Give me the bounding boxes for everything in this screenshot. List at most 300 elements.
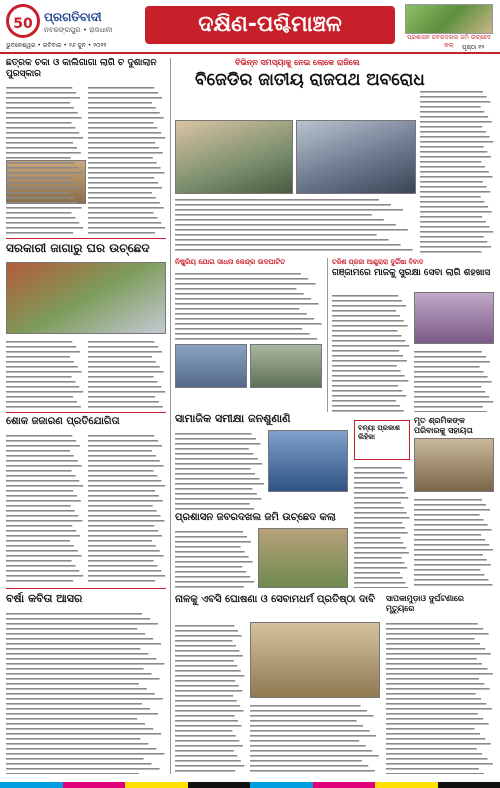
text-line — [414, 396, 489, 398]
text-line — [354, 552, 409, 554]
text-line — [414, 549, 493, 551]
text-line — [88, 475, 157, 477]
bottom-headline: ନାଳକୁ ଏବସି ଘୋଷଣା ଓ ସେବାମଧର୍ମ ପ୍ରତିଷ୍ଠା ଦାବି — [175, 594, 375, 605]
text-line — [386, 768, 479, 770]
text-line — [88, 346, 158, 348]
text-line — [420, 101, 490, 103]
article-body — [420, 88, 494, 254]
text-line — [386, 743, 491, 745]
text-line — [88, 555, 164, 557]
article-body — [414, 348, 494, 412]
article-body — [88, 338, 166, 408]
text-line — [354, 572, 400, 574]
text-line — [420, 151, 487, 153]
text-line — [88, 460, 160, 462]
text-line — [250, 740, 359, 742]
text-lines-texture — [354, 464, 410, 588]
text-line — [6, 540, 70, 542]
text-line — [6, 683, 139, 685]
text-line — [88, 87, 154, 89]
text-line — [414, 351, 482, 353]
banner-photo — [405, 4, 493, 34]
text-line — [6, 485, 83, 487]
text-line — [175, 508, 254, 510]
text-line — [6, 207, 82, 209]
text-line — [88, 490, 155, 492]
text-line — [88, 550, 160, 552]
text-line — [414, 519, 484, 521]
text-line — [88, 520, 164, 522]
text-line — [386, 678, 479, 680]
text-line — [250, 770, 375, 772]
color-swatch — [438, 782, 500, 788]
text-line — [6, 351, 80, 353]
text-line — [414, 559, 487, 561]
text-line — [6, 112, 78, 114]
text-line — [414, 504, 486, 506]
text-line — [414, 534, 481, 536]
text-line — [250, 760, 362, 762]
text-line — [6, 768, 160, 770]
text-line — [175, 770, 235, 772]
text-line — [332, 305, 406, 307]
text-line — [420, 191, 490, 193]
text-line — [354, 582, 406, 584]
text-line — [88, 92, 158, 94]
text-line — [6, 623, 158, 625]
text-line — [175, 229, 408, 231]
text-line — [175, 209, 403, 211]
text-line — [175, 765, 244, 767]
text-line — [6, 212, 72, 214]
text-line — [6, 575, 83, 577]
text-line — [420, 111, 484, 113]
text-line — [386, 683, 484, 685]
text-line — [414, 574, 484, 576]
text-line — [88, 580, 155, 582]
text-line — [88, 356, 152, 358]
text-line — [175, 546, 241, 548]
text-line — [414, 564, 491, 566]
text-line — [386, 638, 475, 640]
text-line — [175, 249, 413, 251]
text-line — [175, 328, 302, 330]
text-line — [88, 107, 156, 109]
text-line — [175, 338, 317, 340]
text-line — [250, 735, 376, 737]
text-line — [6, 550, 78, 552]
text-line — [6, 401, 77, 403]
text-line — [88, 192, 152, 194]
dateline: ଭୁବନେଶ୍ୱର • ରବିବାର • ୨୬ ଜୁନ • ୨୦୨୨ — [6, 42, 107, 49]
text-line — [6, 470, 72, 472]
text-line — [6, 490, 73, 492]
text-line — [420, 116, 488, 118]
text-line — [386, 763, 493, 765]
text-line — [6, 748, 156, 750]
text-line — [88, 575, 165, 577]
text-line — [6, 753, 164, 755]
condolence-headline: ଶୋକ ଜଜାରଣ ପ୍ରତିଯୋଗିତା — [6, 416, 120, 427]
text-line — [175, 468, 251, 470]
text-line — [175, 556, 249, 558]
text-line — [88, 162, 157, 164]
text-line — [6, 678, 160, 680]
text-line — [88, 232, 155, 234]
text-line — [175, 244, 401, 246]
text-line — [6, 396, 73, 398]
text-line — [6, 708, 150, 710]
text-line — [6, 510, 75, 512]
text-line — [354, 512, 407, 514]
left-top-headline: ଛତ୍ରକ ଚକା ଓ କାଲିଗାଗା ଲାଗି ଚ ଦୁଶାଲାନ ପୁରସ୍କାର — [6, 58, 157, 79]
text-line — [175, 239, 389, 241]
text-line — [175, 273, 301, 275]
text-line — [250, 715, 374, 717]
text-line — [420, 136, 490, 138]
text-line — [332, 385, 398, 387]
aid-photo — [414, 438, 494, 492]
text-line — [88, 515, 161, 517]
text-line — [175, 630, 238, 632]
text-line — [88, 455, 156, 457]
text-line — [6, 87, 72, 89]
article-body — [6, 432, 84, 582]
text-line — [6, 738, 140, 740]
newspaper-tagline: ନବରଙ୍ଗପୁର • ରାଜଧାନୀ — [44, 26, 113, 34]
text-line — [6, 668, 144, 670]
text-lines-texture — [414, 348, 494, 412]
text-lines-texture — [175, 196, 415, 254]
text-line — [6, 525, 72, 527]
text-line — [175, 219, 384, 221]
text-line — [175, 720, 238, 722]
text-line — [386, 733, 480, 735]
text-line — [332, 335, 401, 337]
text-line — [414, 376, 488, 378]
text-line — [414, 544, 489, 546]
text-line — [175, 478, 260, 480]
text-line — [6, 565, 75, 567]
text-line — [175, 214, 372, 216]
text-line — [88, 381, 157, 383]
text-line — [386, 703, 486, 705]
color-swatch — [313, 782, 376, 788]
text-line — [175, 473, 255, 475]
text-line — [175, 433, 252, 435]
text-lines-texture — [88, 338, 166, 408]
text-line — [420, 146, 484, 148]
text-line — [175, 438, 256, 440]
text-line — [6, 535, 80, 537]
text-line — [175, 576, 250, 578]
article-body — [175, 430, 265, 510]
text-line — [6, 628, 137, 630]
text-line — [414, 371, 484, 373]
text-lines-texture — [6, 432, 84, 582]
text-line — [354, 467, 402, 469]
text-line — [88, 371, 164, 373]
text-line — [6, 127, 75, 129]
memorandum-photo — [250, 622, 380, 698]
text-line — [175, 735, 236, 737]
text-line — [332, 325, 408, 327]
text-line — [6, 520, 82, 522]
text-line — [386, 698, 481, 700]
text-line — [6, 450, 70, 452]
text-line — [354, 477, 407, 479]
text-line — [386, 668, 488, 670]
text-line — [6, 580, 73, 582]
text-line — [175, 740, 239, 742]
text-line — [88, 182, 158, 184]
newspaper-logo — [6, 4, 116, 46]
text-line — [6, 440, 76, 442]
text-line — [250, 705, 361, 707]
text-line — [420, 196, 481, 198]
text-line — [414, 514, 480, 516]
text-line — [175, 705, 240, 707]
text-line — [354, 522, 402, 524]
protest-photo — [296, 120, 416, 194]
text-line — [88, 386, 161, 388]
text-line — [88, 535, 162, 537]
text-line — [6, 122, 72, 124]
text-lines-texture — [175, 622, 245, 774]
text-line — [332, 330, 398, 332]
text-line — [175, 293, 304, 295]
text-line — [386, 738, 485, 740]
text-line — [175, 640, 232, 642]
text-line — [175, 665, 237, 667]
color-swatch — [250, 782, 313, 788]
text-line — [386, 708, 492, 710]
text-line — [88, 361, 156, 363]
text-line — [6, 117, 82, 119]
text-line — [414, 529, 492, 531]
text-line — [88, 440, 158, 442]
text-line — [88, 197, 156, 199]
text-lines-texture — [88, 84, 166, 234]
text-line — [420, 96, 487, 98]
text-line — [354, 547, 406, 549]
article-body — [175, 196, 415, 254]
text-line — [332, 350, 399, 352]
text-line — [175, 571, 246, 573]
text-line — [420, 241, 487, 243]
small-box — [354, 420, 410, 460]
text-line — [6, 361, 74, 363]
text-line — [414, 361, 490, 363]
text-line — [6, 633, 145, 635]
text-line — [88, 351, 162, 353]
text-lines-texture — [250, 702, 380, 774]
text-lines-texture — [6, 610, 166, 774]
yoga-photo — [250, 344, 322, 388]
text-line — [332, 310, 396, 312]
text-line — [414, 401, 493, 403]
text-line — [88, 470, 154, 472]
text-line — [414, 539, 485, 541]
text-line — [88, 97, 162, 99]
banner-caption: ପ୍ରଶାସନ ଜବରଦଖଲ ଜମି ଉଚ୍ଛେଦ କଲା — [406, 34, 492, 49]
text-line — [6, 197, 74, 199]
text-line — [175, 323, 322, 325]
text-line — [88, 212, 154, 214]
text-line — [6, 381, 75, 383]
text-line — [414, 509, 490, 511]
text-line — [175, 303, 319, 305]
text-line — [6, 202, 78, 204]
text-line — [175, 680, 235, 682]
text-line — [6, 618, 150, 620]
text-line — [175, 710, 244, 712]
page-number: ପୃଷ୍ଠା ୧୨ — [462, 44, 485, 51]
text-line — [175, 493, 257, 495]
text-line — [175, 655, 243, 657]
text-line — [175, 498, 261, 500]
yoga-photo — [175, 344, 247, 388]
text-line — [88, 112, 160, 114]
text-line — [6, 693, 155, 695]
text-line — [175, 313, 307, 315]
article-body — [6, 610, 166, 774]
text-line — [6, 137, 83, 139]
text-line — [6, 182, 76, 184]
text-line — [175, 650, 239, 652]
text-line — [175, 750, 234, 752]
text-line — [88, 450, 152, 452]
text-lines-texture — [386, 620, 494, 774]
text-line — [6, 648, 140, 650]
text-line — [88, 500, 163, 502]
text-line — [175, 695, 233, 697]
text-line — [6, 227, 83, 229]
text-line — [386, 723, 489, 725]
text-line — [386, 718, 483, 720]
text-line — [6, 132, 79, 134]
text-line — [175, 278, 308, 280]
text-line — [6, 102, 70, 104]
protest-photo — [175, 120, 293, 194]
text-line — [88, 540, 152, 542]
text-line — [175, 645, 236, 647]
text-line — [88, 117, 164, 119]
color-swatch — [0, 782, 63, 788]
text-line — [354, 532, 408, 534]
text-line — [6, 406, 81, 408]
text-line — [175, 755, 237, 757]
text-line — [6, 555, 82, 557]
text-line — [332, 395, 406, 397]
text-line — [175, 635, 242, 637]
text-line — [354, 562, 404, 564]
text-line — [88, 202, 160, 204]
text-line — [6, 346, 76, 348]
text-line — [88, 137, 165, 139]
text-line — [354, 487, 403, 489]
text-line — [6, 366, 78, 368]
text-line — [354, 557, 402, 559]
hearing-photo — [268, 430, 348, 492]
text-line — [6, 391, 83, 393]
text-line — [386, 653, 491, 655]
right-mid2-headline: ମୃତ ଶ୍ରମିକଙ୍କ ପରିବାରକୁ ସହାୟତା — [414, 416, 473, 435]
text-line — [420, 91, 483, 93]
text-lines-texture — [175, 528, 255, 588]
text-line — [175, 458, 258, 460]
text-line — [175, 224, 396, 226]
text-line — [6, 217, 75, 219]
text-line — [88, 341, 154, 343]
text-line — [6, 192, 70, 194]
text-line — [6, 688, 147, 690]
text-line — [6, 142, 73, 144]
text-line — [6, 570, 79, 572]
divider — [6, 412, 166, 413]
article-body — [88, 84, 166, 234]
text-line — [332, 400, 396, 402]
text-line — [354, 577, 403, 579]
text-line — [175, 690, 242, 692]
print-color-bar — [0, 782, 500, 788]
text-line — [6, 172, 82, 174]
article-body — [354, 464, 410, 588]
camp-photo — [414, 292, 494, 344]
text-line — [6, 653, 148, 655]
text-line — [175, 566, 242, 568]
text-line — [6, 505, 71, 507]
text-line — [175, 685, 239, 687]
text-line — [6, 480, 79, 482]
main-story-header — [175, 58, 493, 90]
text-line — [175, 760, 241, 762]
text-line — [414, 499, 482, 501]
text-line — [88, 445, 162, 447]
text-line — [420, 201, 484, 203]
text-line — [354, 497, 408, 499]
text-lines-texture — [175, 430, 265, 510]
text-line — [386, 693, 476, 695]
text-line — [6, 743, 148, 745]
text-line — [354, 482, 400, 484]
column-rule — [327, 258, 328, 412]
text-line — [88, 227, 165, 229]
text-line — [88, 157, 153, 159]
text-line — [332, 375, 405, 377]
article-body — [6, 84, 84, 234]
text-line — [175, 730, 232, 732]
section-title: ଦକ୍ଷିଣ-ପଶ୍ଚିମାଞ୍ଚଳ — [145, 6, 395, 44]
divider — [6, 588, 166, 589]
article-body — [386, 620, 494, 774]
text-line — [6, 495, 77, 497]
text-line — [354, 517, 409, 519]
text-line — [386, 713, 478, 715]
text-line — [386, 648, 485, 650]
text-line — [250, 710, 367, 712]
text-line — [386, 728, 475, 730]
right-mid-headline: ଗଞ୍ଜାମରେ ମାଜକୁ ସୁରକ୍ଷା ସେବା ଲାଗି ଶହଖାସ — [332, 268, 491, 278]
text-line — [420, 211, 492, 213]
text-line — [386, 628, 483, 630]
text-line — [386, 673, 493, 675]
text-line — [420, 206, 488, 208]
text-line — [175, 298, 311, 300]
text-line — [386, 658, 477, 660]
text-line — [386, 623, 478, 625]
text-lines-texture — [175, 270, 323, 340]
